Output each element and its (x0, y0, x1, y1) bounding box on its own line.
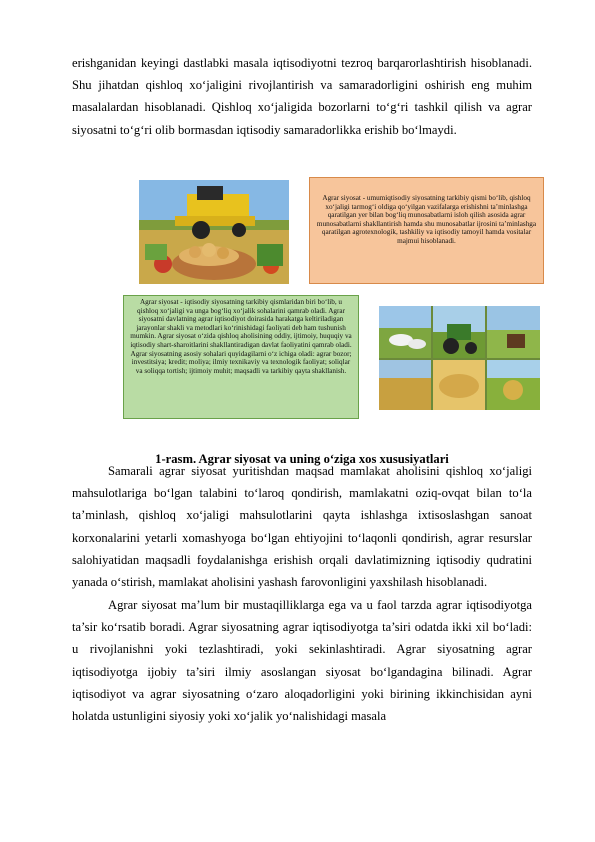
paragraph-goal: Samarali agrar siyosat yuritishdan maqsad mamlakat aholisini qishloq xo‘jaligi mahsulotlariga bo‘lgan talabini to‘laroq qondirish, mamlakatni oziq-ovqat bilan to‘la ta’minlash, qishloq xo‘jaligi mahsulotlarini qayta ishlashga ixtisoslashgan sanoat korxonalarini yetarli xomashyoga bo‘lgan ehtiyojini to‘laqonli qondirish, agrar resurslar salohiyatidan maqsadli foydalanishga erishish orqali davlatimizning iqtisodiy qudratini yanada o‘stirish, mamlakat aholisini yashash farovonligini yaxshilash hisoblanadi. (72, 464, 532, 590)
definition-box-green: Agrar siyosat - iqtisodiy siyosatning tarkibiy qismlaridan biri bo‘lib, u qishloq xo‘jaligi va unga bog‘liq xo‘jalik sohalarini qamrab oladi. Agrar siyosatni davlatning agrar iqtisodiyot doirasida harakatga keltiriladigan jarayonlar shakli va metodlari ko‘rinishidagi faoliyati deb ham tushunish mumkin. Agrar siyosat o‘zida qishloq aholisining oddiy, ijtimoiy, huquqiy va iqtisodiy shart-sharoitlarini shakllantiradigan davlat faoliyatini qamrab oladi. Agrar siyosatning asosiy sohalari quyidagilarni o‘z ichiga oladi: agrar bozor; investitsiya; kredit; moliya; ilmiy texnikaviy va texnologik faoliyat; soliqlar va soliqqa tortish; ijtimoiy muhit; maqsadli va tarkibiy qayta shakllanish. (123, 295, 359, 419)
definition-box-orange: Agrar siyosat - umumiqtisodiy siyosatning tarkibiy qismi bo‘lib, qishloq xo‘jaligi tarmog‘i oldiga qo‘yilgan vazifalarga erishishni ta’minlashga qaratilgan yer bilan bog‘liq munosabatlarni isloh qilish asosida agrar munosabatlarni shakllantirish hamda shu munosabatlar ijrosini ta’minlashga qaratilgan agrotexnologik, tashkiliy va iqtisodiy tamoyil hamda vositalar majmui hisoblanadi. (309, 177, 544, 284)
farm-collage-photo (379, 306, 540, 410)
paragraph-influence: Agrar siyosat ma’lum bir mustaqilliklarga ega va u faol tarzda agrar iqtisodiyotga ta’sir ko‘rsatib boradi. Agrar siyosatning agrar iqtisodiyotga ta’siri odatda ikki xil bo‘ladi: u rivojlanishni yoki tezlashtiradi, yoki sekinlashtiradi. Agrar siyosatning agrar iqtisodiyotga ijobiy ta’siri ilmiy asoslangan siyosat bo‘lgandagina bilinadi. Agrar iqtisodiyot va agrar siyosatning o‘zaro aloqadorligini yoki birining ikkinchisidan ayni holatda ustunligini siyosiy yoki xo‘jalik yo‘nalishidagi masala (72, 598, 532, 724)
harvest-photo (139, 180, 289, 284)
paragraph-intro: erishganidan keyingi dastlabki masala iqtisodiyotni tezroq barqarorlashtirish hisoblanadi. Shu jihatdan qishloq xo‘jaligini rivojlantirish va samaradorligini oshirish eng muhim masalalardan hisoblanadi. Qishloq xo‘jaligida bozorlarni to‘g‘ri tashkil qilish va agrar siyosatni to‘g‘ri olib bormasdan iqtisodiy samaradorlikka erishib bo‘lmaydi. (72, 56, 532, 137)
figure-caption: 1-rasm. Agrar siyosat va uning o‘ziga xos xususiyatlari (155, 452, 449, 466)
